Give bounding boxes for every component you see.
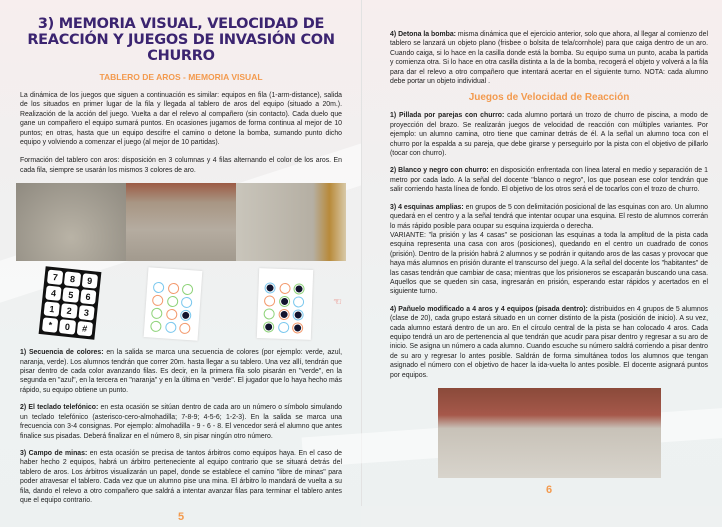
page-number: 5 bbox=[177, 511, 185, 524]
hand-pointer-icon: ☜ bbox=[333, 297, 342, 309]
item-four-corners bbox=[390, 203, 708, 297]
item-label: 3) 4 esquinas amplias: bbox=[390, 203, 464, 211]
page-6 bbox=[361, 0, 722, 506]
key: 4 bbox=[45, 286, 62, 302]
photo-student-throwing bbox=[126, 183, 236, 261]
item-phone-keypad bbox=[20, 403, 342, 441]
figures-row bbox=[20, 267, 342, 343]
photo-hoop-board bbox=[16, 183, 126, 261]
item-text: en esta ocasión se sitúan dentro de cada aro un número o símbolo simulando un teclado telefónico (asterisco-cero-almohadilla; 7-8-9; 4-5-6; 1-2-3). En la salida se marca una frecuencia con 3-4 consignas. Por ejemplo: almohadilla - 9 - 6 - 8. El vencedor será el alumno que antes finalice sus pisadas. Deberá finalizar en el número 8, sin pisar ningún otro número. bbox=[20, 404, 343, 440]
item-label: 3) Campo de minas: bbox=[20, 449, 88, 457]
item-label: 2) El teclado telefónico: bbox=[20, 404, 99, 412]
photo-students-running bbox=[438, 388, 661, 478]
minefield-sheet bbox=[144, 267, 203, 341]
item-text: en la salida se marca una secuencia de colores (por ejemplo: verde, azul, naranja, verde). Los alumnos tendrán que correr 20m. hasta llegar a su tablero. Una vez allí, tendrán que pisar dentro de cada color avanzando filas. Es decir, en la primera fila solo pisarán en "verde", en la segunda en "azul", en la tercera en "naranja" y en la última en "verde". El jugador que lo haya hecho más rápido, su equipo obtiene un punto. bbox=[20, 349, 342, 394]
item-minefield bbox=[20, 449, 342, 505]
photo-students-on-board bbox=[236, 183, 346, 261]
item-text: en disposición enfrentada con línea lateral en medio y separación de 1 metro por cada lado. A la señal del docente "blanco o negro", los que posean ese color tendrán que salir corriendo hasta línea de fondo. El objetivo de los otros será el de tocarlos con el trozo de churro. bbox=[390, 167, 708, 194]
key: 0 bbox=[59, 319, 76, 335]
section-heading: Juegos de Velocidad de Reacción bbox=[468, 92, 630, 104]
key: # bbox=[76, 321, 93, 337]
page-5-column bbox=[20, 0, 342, 527]
item-pairs-tag bbox=[390, 111, 708, 158]
page-number: 6 bbox=[545, 484, 553, 496]
item-handkerchief bbox=[390, 305, 708, 380]
key: 7 bbox=[47, 270, 64, 286]
item-text: en grupos de 5 con delimitación posicional de las esquinas con aro. Un alumno quedará en el centro y a la señal tendrá que intentar ocupar una esquina. El resto de alumnos correrán lo más rápido posible para ocupar su esquina izquierda o derecha. bbox=[390, 203, 709, 230]
item-black-white bbox=[390, 166, 708, 194]
page-6-column bbox=[390, 0, 708, 500]
item-text: distribuidos en 4 grupos de 5 alumnos (clase de 20), cada grupo estará situado en un corner distinto de la pista (posición de inicio). A su vez, cada alumno estará dentro de un aro. En el círculo central de la pista se han colocado 4 aros. Cada equipo tendrá un aro de pertenencia al que tendrán que acudir para pisar dentro y regresar a su aro de inicio. Se asigna un número a cada alumno. Cuando escuche su número saldrá corriendo a pisar dentro de su aro y regresar lo antes posible. Saldrán de forma simultánea todos los alumnos que tengan asignado el número con el objetivo de hacer la ida-vuelta lo antes posible. El docente asignará puntos por equipos. bbox=[390, 305, 708, 379]
item-text: cada alumno portará un trozo de churro de piscina, a modo de proyección del brazo. Se realizarán juegos de velocidad de reacción con múltiples variantes. Por ejemplo: un alumno camina, otro tiene que caminar detrás de él. A la señal un alumno toca con el churro por la espalda a su pareja, que debe girarse y perseguirlo por la pista con el objetivo de pillarlo (tocar con churro). bbox=[390, 112, 708, 158]
item-color-sequence bbox=[20, 348, 342, 395]
key: 6 bbox=[80, 289, 97, 305]
photo-strip bbox=[16, 183, 346, 261]
item-text: misma dinámica que el ejercicio anterior, solo que ahora, al llegar al comienzo del tablero se lanzará un objeto plano (frisbee o bolsita de tela/cornhole) para que caiga dentro de un aro. Cuando caiga, si lo hace en la casilla donde está la bomba. Su equipo suma un punto, acaba la partida y comienza otra. Si lo hace en otra casilla distinta a la de la bomba, recogerá el objeto y volverá a la fila para dar el relevo a otro compañero que intentará acertar en el siguiente turno. NOTA: cada alumno debe portar un objeto individual . bbox=[390, 31, 709, 86]
key: 5 bbox=[62, 288, 79, 304]
item-label: 1) Pillada por parejas con churro: bbox=[390, 112, 505, 120]
page-title: 3) MEMORIA VISUAL, VELOCIDAD DE REACCIÓN Y JUEGOS DE INVASIÓN CON CHURRO bbox=[27, 16, 335, 64]
phone-keypad-graphic bbox=[39, 267, 102, 340]
key: 1 bbox=[44, 302, 61, 318]
key: * bbox=[42, 318, 59, 334]
key: 3 bbox=[78, 305, 95, 321]
item-label: 4) Pañuelo modificado a 4 aros y 4 equipos (pisada dentro): bbox=[390, 305, 588, 313]
item-text: en esta ocasión se precisa de tantos árbitros como equipos haya. En el caso de haber hecho 2 equipos, habrá un árbitro perteneciente al equipo contrario que se situará detrás del tablero de aros. Los árbitros visualizarán un papel, donde se establece el camino "libre de minas" para poder atravesar el tablero. Cada vez que un alumno pise una mina. El árbitro lo mandará de vuelta a su fila, dando el relevo a otro compañero que saldrá a intentar avanzar filas para terminar el tablero antes que el equipo contrario. bbox=[20, 449, 342, 504]
key: 2 bbox=[61, 303, 78, 319]
bomb-sheet bbox=[257, 268, 313, 340]
item-detonate-bomb bbox=[390, 30, 708, 86]
key: 9 bbox=[81, 273, 98, 289]
item-label: 4) Detona la bomba: bbox=[390, 31, 456, 38]
intro-paragraph: La dinámica de los juegos que siguen a continuación es similar: equipos en fila (1-arm-distance), salida de los situados en primer lugar de la fila y llegada al tablero de aros del equipo (situado a 20m.). Realización de la acción del juego. Vuelta a dar el relevo al compañero (sin contacto). Cada duelo que gane un compañero el equipo sumará puntos. En ocasiones jugamos de forma continua al mejor de 10 puntos; en otras, hasta que un equipo descifre el camino o detone la bomba, sumando punto dicho equipo y volviendo a comenzar el juego (al mejor de 10 partidas). bbox=[20, 92, 342, 147]
item-label: 1) Secuencia de colores: bbox=[20, 349, 104, 357]
section-subtitle: TABLERO DE AROS - MEMORIA VISUAL bbox=[99, 72, 263, 82]
item-variant: VARIANTE: "la prisión y las 4 casas" se posicionan las esquinas a toda la amplitud de la pista cada esquina representa una casa con aros (posiciones), quedando en el centro un cuadrado de conos (prisión). Dentro de la prisión habrá 2 alumnos y se podrán ir quitando aros de las casas y provocar que haya más alumnos en prisión durante el transcurso del juego. A la señal del docente los "habitantes" de las casas tendrán que cambiar de casa; mientras que los prisioneros se escaparán buscando una casa. Aquellos que se queden sin casa, ingresarán en prisión, esperando estar rápidos y acertados en el siguiente turno. bbox=[390, 231, 708, 296]
item-label: 2) Blanco y negro con churro: bbox=[390, 167, 489, 175]
formation-paragraph: Formación del tablero con aros: disposición en 3 columnas y 4 filas alternando el color de los aros. En cada fila, siempre se usarán los mismos 3 colores de aro. bbox=[20, 157, 342, 174]
key: 8 bbox=[64, 272, 81, 288]
